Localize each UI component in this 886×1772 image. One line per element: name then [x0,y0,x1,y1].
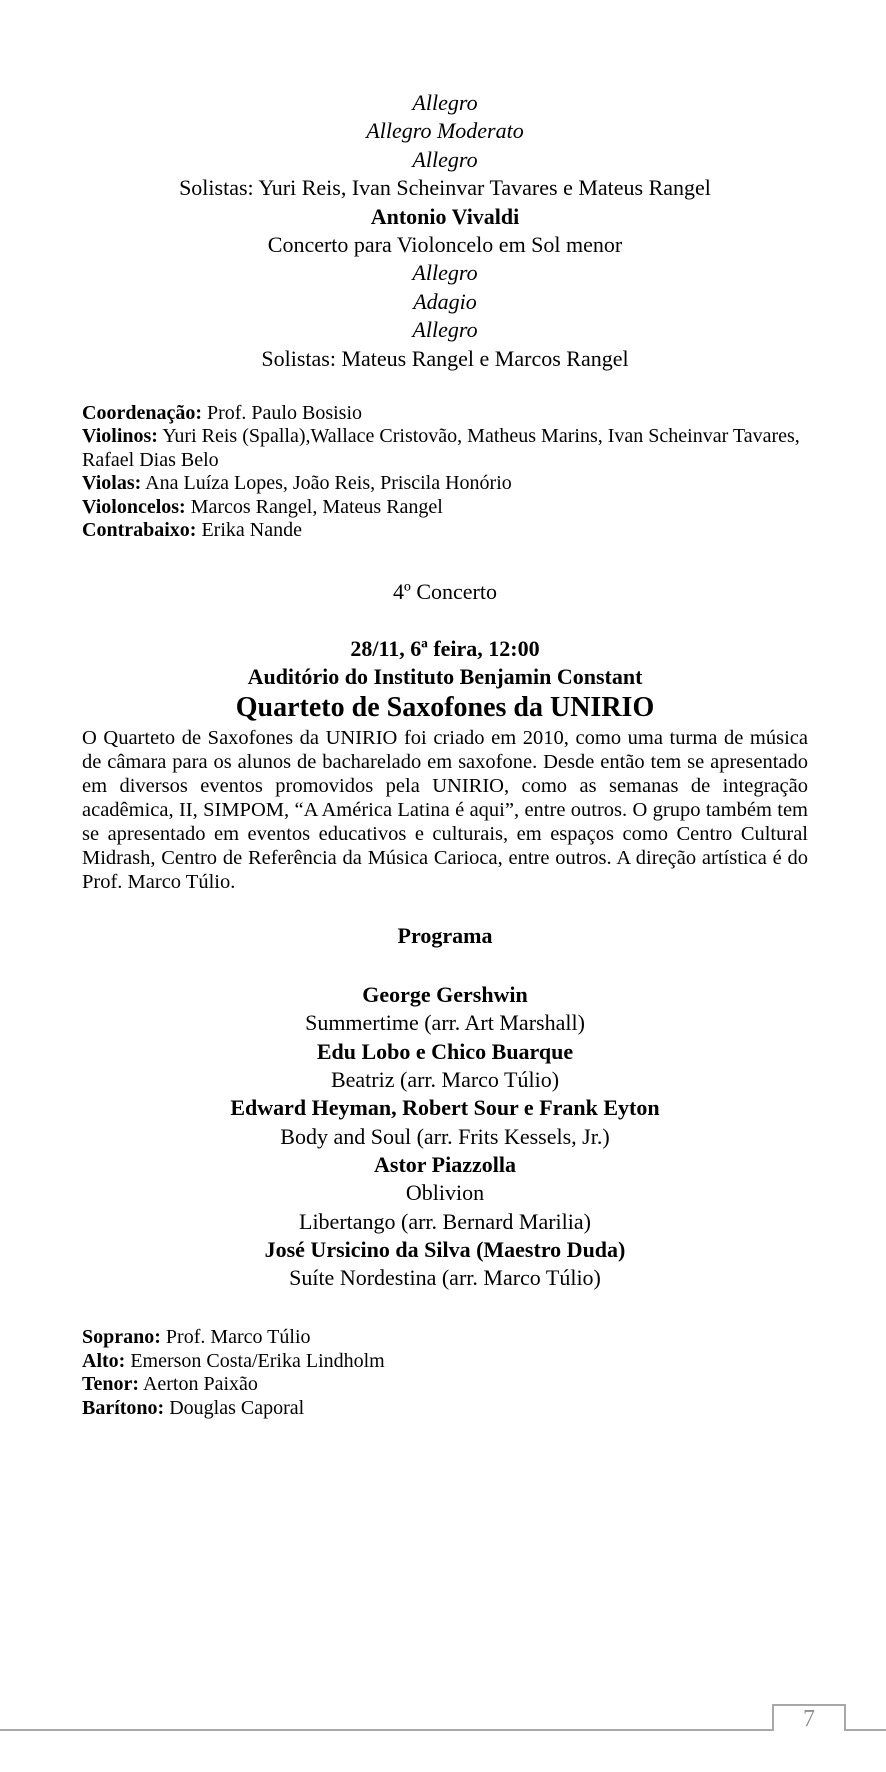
ensemble-role-label: Contrabaixo: [82,519,197,542]
footer-rule-left [0,1729,772,1731]
program-line: Astor Piazzolla [374,1151,516,1177]
program-heading: Programa [397,922,493,948]
concert-description: O Quarteto de Saxofones da UNIRIO foi criado em 2010, como uma turma de música de câmara para os alunos de bacharelado em saxofone. Desde então tem se apresentado em diversos eventos promovidos pela UNIRIO, como as semanas de integração acadêmica, II, SIMPOM, “A América Latina é aqui”, entre outros. O grupo também tem se apresentado em eventos educativos e culturais, em espaços como Centro Cultural Midrash, Centro de Referência da Música Carioca, entre outros. A direção artística é do Prof. Marco Túlio. [82,726,808,893]
ensemble-row [82,496,808,519]
program-line: Edu Lobo e Chico Buarque [316,1038,574,1064]
movement-line: Allegro [412,90,478,115]
program-line: José Ursicino da Silva (Maestro Duda) [264,1236,626,1262]
performer-name: Emerson Costa/Erika Lindholm [130,1349,385,1372]
program-line: Oblivion [405,1180,485,1206]
ensemble-row [82,425,808,472]
top-works-block [82,89,808,373]
concert-number-heading: 4º Concerto [393,578,497,604]
ensemble-role-label: Coordenação: [82,402,202,425]
movement-line: Allegro [412,317,478,343]
composer-name: Antonio Vivaldi [370,203,520,229]
movement-line: Allegro Moderato [366,118,524,144]
ensemble-row [82,402,808,425]
ensemble-row [82,519,808,542]
opening-soloists-line: Solistas: Yuri Reis, Ivan Scheinvar Tavares e Mateus Rangel [179,175,711,201]
program-line: Summertime (arr. Art Marshall) [305,1010,585,1036]
ensemble-names: Yuri Reis (Spalla),Wallace Cristovão, Matheus Marins, Ivan Scheinvar Tavares, Rafael Dias Belo [82,425,800,471]
program-line: Edward Heyman, Robert Sour e Frank Eyton [230,1095,660,1121]
page-content [82,0,808,1420]
ensemble-names: Ana Luíza Lopes, João Reis, Priscila Honório [145,472,512,495]
movement-line: Allegro [412,260,478,286]
performer-name: Douglas Caporal [169,1396,305,1419]
program-line: Body and Soul (arr. Frits Kessels, Jr.) [280,1123,610,1149]
program-line: George Gershwin [362,982,528,1008]
performer-role-label: Soprano: [82,1326,161,1349]
page-number: 7 [803,1706,815,1732]
program-list [82,981,808,1292]
program-line: Libertango (arr. Bernard Marilia) [299,1208,591,1234]
performer-role-label: Barítono: [82,1396,165,1419]
performer-role-label: Alto: [82,1349,126,1372]
performers-list [82,1326,808,1420]
page-number-tab [772,1704,846,1731]
performer-row [82,1326,808,1349]
ensemble-names: Prof. Paulo Bosisio [206,402,363,425]
ensemble-list [82,402,808,542]
program-line: Beatriz (arr. Marco Túlio) [330,1067,560,1093]
movement-line: Adagio [413,288,477,314]
opening-movements [82,89,808,174]
ensemble-names: Marcos Rangel, Mateus Rangel [190,495,443,518]
ensemble-names: Erika Nande [201,519,302,542]
ensemble-row [82,472,808,495]
performer-name: Prof. Marco Túlio [165,1326,311,1349]
performer-name: Aerton Paixão [142,1373,258,1396]
vivaldi-soloists-line: Solistas: Mateus Rangel e Marcos Rangel [261,345,629,371]
ensemble-role-label: Violinos: [82,425,158,448]
concert-title: Quarteto de Saxofones da UNIRIO [235,691,655,723]
performer-row [82,1373,808,1396]
performer-role-label: Tenor: [82,1373,140,1396]
ensemble-role-label: Violoncelos: [82,495,186,518]
program-line: Suíte Nordestina (arr. Marco Túlio) [289,1265,601,1291]
concert-venue: Auditório do Instituto Benjamin Constant [247,664,643,690]
movement-line: Allegro [412,146,478,172]
vivaldi-movements [82,259,808,344]
concert-header [82,635,808,724]
work-title: Concerto para Violoncelo em Sol menor [267,232,623,258]
performer-row [82,1350,808,1373]
performer-row [82,1397,808,1420]
ensemble-role-label: Violas: [82,472,142,495]
concert-datetime: 28/11, 6ª feira, 12:00 [350,635,540,661]
footer-rule-right [846,1729,886,1731]
